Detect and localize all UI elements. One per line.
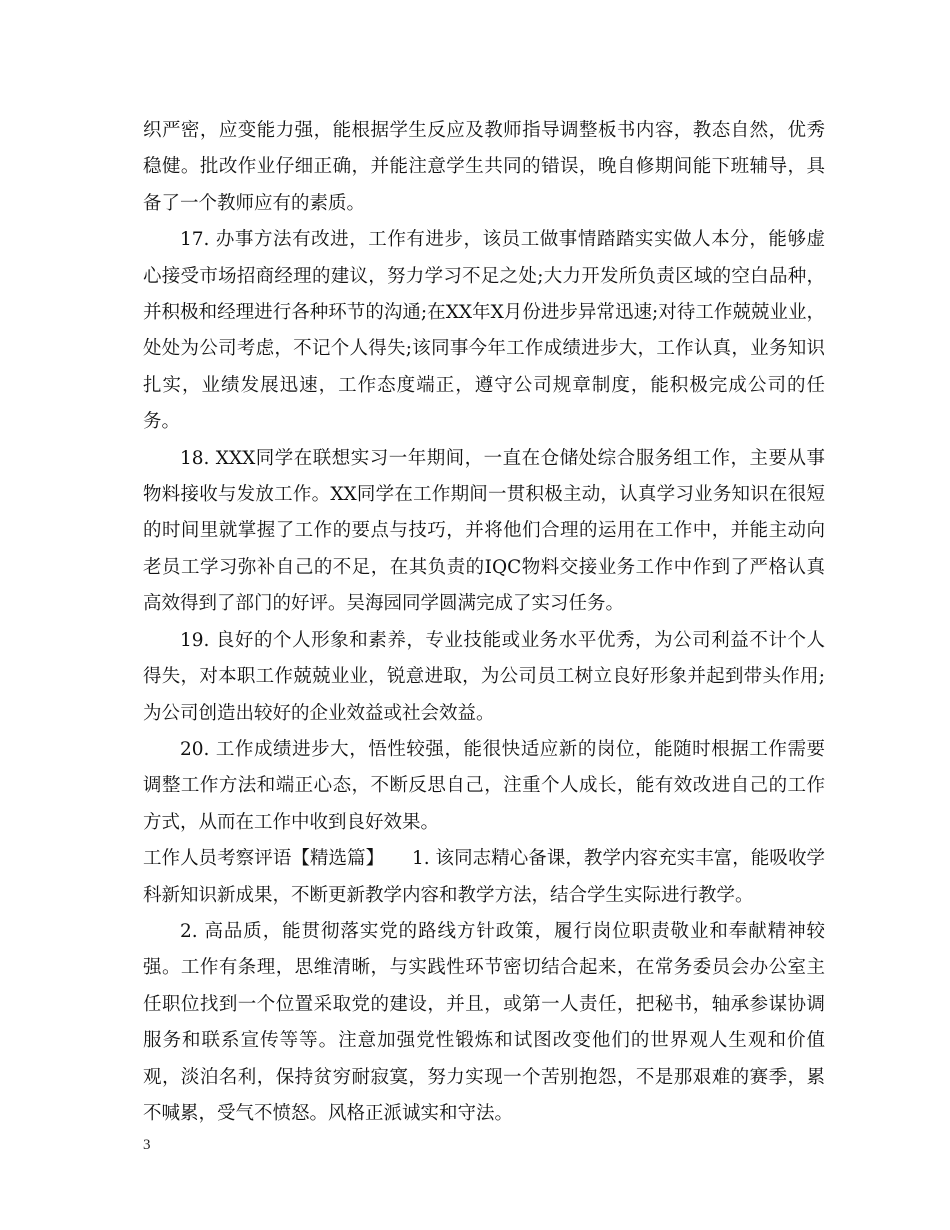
paragraph-item-20: 20. 工作成绩进步大，悟性较强，能很快适应新的岗位，能随时根据工作需要调整工作方法和端正心态，不断反思自己，注重个人成长，能有效改进自己的工作方式，从而在工作中收到良好效果。: [143, 738, 825, 833]
paragraph-item-18: 18. XXX同学在联想实习一年期间，一直在仓储处综合服务组工作，主要从事物料接收与发放工作。XX同学在工作期间一贯积极主动，认真学习业务知识在很短的时间里就掌握了工作的要点与技巧，并将他们合理的运用在工作中，并能主动向老员工学习弥补自己的不足，在其负责的IQC物料交接业务工作中作到了严格认真高效得到了部门的好评。吴海园同学圆满完成了实习任务。: [143, 447, 825, 615]
document-body: [143, 113, 825, 1132]
paragraph-item-17: 17. 办事方法有改进，工作有进步，该员工做事情踏踏实实做人本分，能够虚心接受市场招商经理的建议，努力学习不足之处;大力开发所负责区域的空白品种，并积极和经理进行各种环节的沟通;在XX年X月份进步异常迅速;对待工作兢兢业业，处处为公司考虑，不记个人得失;该同事今年工作成绩进步大，工作认真，业务知识扎实，业绩发展迅速，工作态度端正，遵守公司规章制度，能积极完成公司的任务。: [143, 229, 825, 433]
paragraph-item-2: 2. 高品质，能贯彻落实党的路线方针政策，履行岗位职责敬业和奉献精神较强。工作有条理，思维清晰，与实践性环节密切结合起来，在常务委员会办公室主任职位找到一个位置采取党的建设，并且，或第一人责任，把秘书，轴承参谋协调服务和联系宣传等等。注意加强党性锻炼和试图改变他们的世界观人生观和价值观，淡泊名利，保持贫穷耐寂寞，努力实现一个苦别抱怨，不是那艰难的赛季，累不喊累，受气不愤怒。风格正派诚实和守法。: [143, 920, 825, 1124]
paragraph-item-19: 19. 良好的个人形象和素养，专业技能或业务水平优秀，为公司利益不计个人得失，对本职工作兢兢业业，锐意进取，为公司员工树立良好形象并起到带头作用;为公司创造出较好的企业效益或社会效益。: [143, 629, 825, 724]
page-number: 3: [143, 1137, 151, 1153]
section-heading-paragraph: 工作人员考察评语【精选篇】 1. 该同志精心备课，教学内容充实丰富，能吸收学科新知识新成果，不断更新教学内容和教学方法，结合学生实际进行教学。: [143, 848, 825, 906]
paragraph-continuation: 织严密，应变能力强，能根据学生反应及教师指导调整板书内容，教态自然，优秀稳健。批改作业仔细正确，并能注意学生共同的错误，晚自修期间能下班辅导，具备了一个教师应有的素质。: [143, 120, 825, 214]
